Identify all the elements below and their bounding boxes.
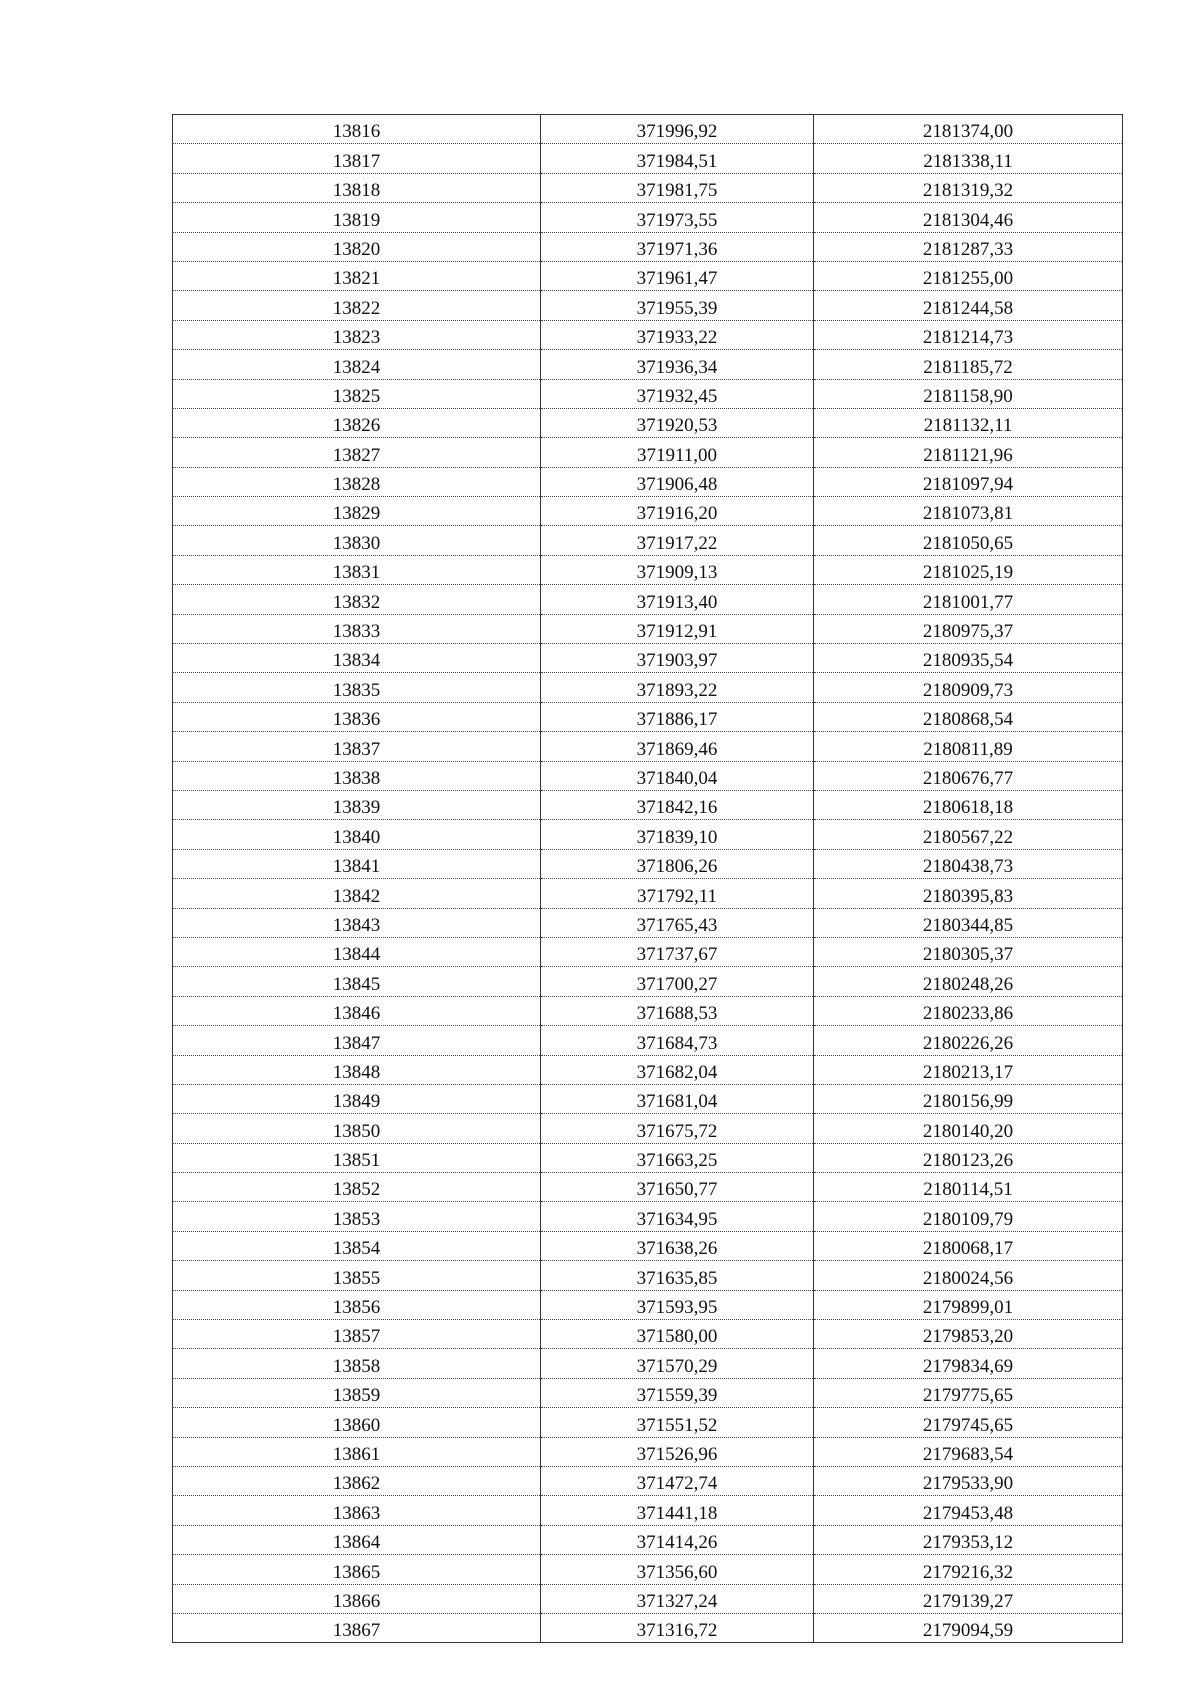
y-coordinate-cell: 2181121,96 (814, 438, 1123, 467)
x-coordinate-cell: 371650,77 (541, 1173, 814, 1202)
x-coordinate-cell: 371472,74 (541, 1466, 814, 1495)
point-number-cell: 13829 (173, 497, 541, 526)
x-coordinate-cell: 371765,43 (541, 908, 814, 937)
y-coordinate-cell: 2181073,81 (814, 497, 1123, 526)
x-coordinate-cell: 371973,55 (541, 203, 814, 232)
table-row (173, 115, 1123, 144)
x-coordinate-cell: 371792,11 (541, 879, 814, 908)
table-row (173, 350, 1123, 379)
table-row (173, 1320, 1123, 1349)
y-coordinate-cell: 2180935,54 (814, 644, 1123, 673)
y-coordinate-cell: 2179533,90 (814, 1466, 1123, 1495)
table-row (173, 1261, 1123, 1290)
point-number-cell: 13819 (173, 203, 541, 232)
y-coordinate-cell: 2180438,73 (814, 849, 1123, 878)
point-number-cell: 13838 (173, 761, 541, 790)
table-row (173, 820, 1123, 849)
table-row (173, 1378, 1123, 1407)
point-number-cell: 13830 (173, 526, 541, 555)
table-row (173, 1466, 1123, 1495)
y-coordinate-cell: 2181185,72 (814, 350, 1123, 379)
point-number-cell: 13852 (173, 1173, 541, 1202)
table-row (173, 173, 1123, 202)
y-coordinate-cell: 2181319,32 (814, 173, 1123, 202)
y-coordinate-cell: 2180975,37 (814, 614, 1123, 643)
y-coordinate-cell: 2180676,77 (814, 761, 1123, 790)
y-coordinate-cell: 2181374,00 (814, 115, 1123, 144)
x-coordinate-cell: 371737,67 (541, 937, 814, 966)
coordinates-table-body (173, 115, 1123, 1643)
y-coordinate-cell: 2179853,20 (814, 1320, 1123, 1349)
x-coordinate-cell: 371356,60 (541, 1555, 814, 1584)
point-number-cell: 13824 (173, 350, 541, 379)
point-number-cell: 13831 (173, 555, 541, 584)
y-coordinate-cell: 2181097,94 (814, 467, 1123, 496)
point-number-cell: 13865 (173, 1555, 541, 1584)
table-row (173, 908, 1123, 937)
table-row (173, 555, 1123, 584)
point-number-cell: 13826 (173, 408, 541, 437)
x-coordinate-cell: 371981,75 (541, 173, 814, 202)
x-coordinate-cell: 371580,00 (541, 1320, 814, 1349)
x-coordinate-cell: 371916,20 (541, 497, 814, 526)
y-coordinate-cell: 2181214,73 (814, 320, 1123, 349)
point-number-cell: 13816 (173, 115, 541, 144)
point-number-cell: 13836 (173, 702, 541, 731)
table-row (173, 1026, 1123, 1055)
x-coordinate-cell: 371839,10 (541, 820, 814, 849)
x-coordinate-cell: 371971,36 (541, 232, 814, 261)
x-coordinate-cell: 371551,52 (541, 1408, 814, 1437)
table-row (173, 379, 1123, 408)
point-number-cell: 13851 (173, 1143, 541, 1172)
x-coordinate-cell: 371638,26 (541, 1231, 814, 1260)
x-coordinate-cell: 371675,72 (541, 1114, 814, 1143)
x-coordinate-cell: 371955,39 (541, 291, 814, 320)
point-number-cell: 13860 (173, 1408, 541, 1437)
x-coordinate-cell: 371634,95 (541, 1202, 814, 1231)
point-number-cell: 13866 (173, 1584, 541, 1613)
point-number-cell: 13832 (173, 585, 541, 614)
table-row (173, 1555, 1123, 1584)
point-number-cell: 13844 (173, 937, 541, 966)
point-number-cell: 13867 (173, 1613, 541, 1642)
y-coordinate-cell: 2179834,69 (814, 1349, 1123, 1378)
x-coordinate-cell: 371559,39 (541, 1378, 814, 1407)
x-coordinate-cell: 371414,26 (541, 1525, 814, 1554)
x-coordinate-cell: 371441,18 (541, 1496, 814, 1525)
point-number-cell: 13862 (173, 1466, 541, 1495)
x-coordinate-cell: 371842,16 (541, 790, 814, 819)
point-number-cell: 13843 (173, 908, 541, 937)
point-number-cell: 13848 (173, 1055, 541, 1084)
table-row (173, 203, 1123, 232)
x-coordinate-cell: 371316,72 (541, 1613, 814, 1642)
table-row (173, 1496, 1123, 1525)
table-row (173, 232, 1123, 261)
point-number-cell: 13853 (173, 1202, 541, 1231)
point-number-cell: 13854 (173, 1231, 541, 1260)
table-row (173, 849, 1123, 878)
y-coordinate-cell: 2181158,90 (814, 379, 1123, 408)
coordinates-table (172, 114, 1123, 1643)
point-number-cell: 13859 (173, 1378, 541, 1407)
x-coordinate-cell: 371840,04 (541, 761, 814, 790)
point-number-cell: 13821 (173, 261, 541, 290)
x-coordinate-cell: 371681,04 (541, 1084, 814, 1113)
table-row (173, 1437, 1123, 1466)
point-number-cell: 13845 (173, 967, 541, 996)
point-number-cell: 13823 (173, 320, 541, 349)
y-coordinate-cell: 2181255,00 (814, 261, 1123, 290)
x-coordinate-cell: 371688,53 (541, 996, 814, 1025)
y-coordinate-cell: 2181050,65 (814, 526, 1123, 555)
point-number-cell: 13855 (173, 1261, 541, 1290)
point-number-cell: 13856 (173, 1290, 541, 1319)
x-coordinate-cell: 371682,04 (541, 1055, 814, 1084)
y-coordinate-cell: 2181001,77 (814, 585, 1123, 614)
y-coordinate-cell: 2179683,54 (814, 1437, 1123, 1466)
table-row (173, 291, 1123, 320)
table-row (173, 967, 1123, 996)
point-number-cell: 13818 (173, 173, 541, 202)
table-row (173, 996, 1123, 1025)
point-number-cell: 13857 (173, 1320, 541, 1349)
y-coordinate-cell: 2179353,12 (814, 1525, 1123, 1554)
y-coordinate-cell: 2180024,56 (814, 1261, 1123, 1290)
x-coordinate-cell: 371869,46 (541, 732, 814, 761)
x-coordinate-cell: 371912,91 (541, 614, 814, 643)
table-row (173, 732, 1123, 761)
point-number-cell: 13842 (173, 879, 541, 908)
point-number-cell: 13825 (173, 379, 541, 408)
table-row (173, 761, 1123, 790)
table-row (173, 467, 1123, 496)
table-row (173, 526, 1123, 555)
x-coordinate-cell: 371996,92 (541, 115, 814, 144)
y-coordinate-cell: 2179216,32 (814, 1555, 1123, 1584)
point-number-cell: 13835 (173, 673, 541, 702)
point-number-cell: 13849 (173, 1084, 541, 1113)
y-coordinate-cell: 2181304,46 (814, 203, 1123, 232)
table-row (173, 1408, 1123, 1437)
x-coordinate-cell: 371635,85 (541, 1261, 814, 1290)
table-row (173, 1055, 1123, 1084)
point-number-cell: 13837 (173, 732, 541, 761)
x-coordinate-cell: 371526,96 (541, 1437, 814, 1466)
table-row (173, 702, 1123, 731)
y-coordinate-cell: 2180068,17 (814, 1231, 1123, 1260)
point-number-cell: 13834 (173, 644, 541, 673)
point-number-cell: 13840 (173, 820, 541, 849)
y-coordinate-cell: 2179453,48 (814, 1496, 1123, 1525)
y-coordinate-cell: 2179899,01 (814, 1290, 1123, 1319)
y-coordinate-cell: 2181287,33 (814, 232, 1123, 261)
y-coordinate-cell: 2180213,17 (814, 1055, 1123, 1084)
table-row (173, 144, 1123, 173)
table-row (173, 1290, 1123, 1319)
table-row (173, 1143, 1123, 1172)
y-coordinate-cell: 2180114,51 (814, 1173, 1123, 1202)
table-row (173, 408, 1123, 437)
y-coordinate-cell: 2180305,37 (814, 937, 1123, 966)
point-number-cell: 13861 (173, 1437, 541, 1466)
table-row (173, 644, 1123, 673)
x-coordinate-cell: 371327,24 (541, 1584, 814, 1613)
table-row (173, 497, 1123, 526)
y-coordinate-cell: 2180811,89 (814, 732, 1123, 761)
y-coordinate-cell: 2179139,27 (814, 1584, 1123, 1613)
y-coordinate-cell: 2181132,11 (814, 408, 1123, 437)
table-row (173, 1231, 1123, 1260)
table-row (173, 1349, 1123, 1378)
y-coordinate-cell: 2181025,19 (814, 555, 1123, 584)
y-coordinate-cell: 2179775,65 (814, 1378, 1123, 1407)
x-coordinate-cell: 371684,73 (541, 1026, 814, 1055)
y-coordinate-cell: 2180226,26 (814, 1026, 1123, 1055)
y-coordinate-cell: 2180233,86 (814, 996, 1123, 1025)
table-row (173, 1202, 1123, 1231)
point-number-cell: 13820 (173, 232, 541, 261)
point-number-cell: 13827 (173, 438, 541, 467)
y-coordinate-cell: 2180618,18 (814, 790, 1123, 819)
table-row (173, 614, 1123, 643)
y-coordinate-cell: 2181338,11 (814, 144, 1123, 173)
point-number-cell: 13850 (173, 1114, 541, 1143)
table-row (173, 438, 1123, 467)
point-number-cell: 13864 (173, 1525, 541, 1554)
x-coordinate-cell: 371933,22 (541, 320, 814, 349)
y-coordinate-cell: 2180868,54 (814, 702, 1123, 731)
x-coordinate-cell: 371936,34 (541, 350, 814, 379)
x-coordinate-cell: 371700,27 (541, 967, 814, 996)
y-coordinate-cell: 2180123,26 (814, 1143, 1123, 1172)
x-coordinate-cell: 371917,22 (541, 526, 814, 555)
x-coordinate-cell: 371911,00 (541, 438, 814, 467)
point-number-cell: 13833 (173, 614, 541, 643)
point-number-cell: 13839 (173, 790, 541, 819)
x-coordinate-cell: 371663,25 (541, 1143, 814, 1172)
table-row (173, 1084, 1123, 1113)
table-row (173, 673, 1123, 702)
table-row (173, 1173, 1123, 1202)
y-coordinate-cell: 2180109,79 (814, 1202, 1123, 1231)
point-number-cell: 13847 (173, 1026, 541, 1055)
x-coordinate-cell: 371984,51 (541, 144, 814, 173)
y-coordinate-cell: 2179094,59 (814, 1613, 1123, 1642)
x-coordinate-cell: 371806,26 (541, 849, 814, 878)
point-number-cell: 13817 (173, 144, 541, 173)
y-coordinate-cell: 2180395,83 (814, 879, 1123, 908)
y-coordinate-cell: 2180140,20 (814, 1114, 1123, 1143)
y-coordinate-cell: 2180909,73 (814, 673, 1123, 702)
table-row (173, 879, 1123, 908)
y-coordinate-cell: 2180567,22 (814, 820, 1123, 849)
x-coordinate-cell: 371906,48 (541, 467, 814, 496)
table-row (173, 1114, 1123, 1143)
x-coordinate-cell: 371909,13 (541, 555, 814, 584)
table-row (173, 261, 1123, 290)
x-coordinate-cell: 371570,29 (541, 1349, 814, 1378)
point-number-cell: 13846 (173, 996, 541, 1025)
table-row (173, 1613, 1123, 1642)
x-coordinate-cell: 371913,40 (541, 585, 814, 614)
point-number-cell: 13863 (173, 1496, 541, 1525)
point-number-cell: 13822 (173, 291, 541, 320)
x-coordinate-cell: 371593,95 (541, 1290, 814, 1319)
y-coordinate-cell: 2180344,85 (814, 908, 1123, 937)
y-coordinate-cell: 2180248,26 (814, 967, 1123, 996)
x-coordinate-cell: 371903,97 (541, 644, 814, 673)
y-coordinate-cell: 2180156,99 (814, 1084, 1123, 1113)
point-number-cell: 13858 (173, 1349, 541, 1378)
x-coordinate-cell: 371920,53 (541, 408, 814, 437)
y-coordinate-cell: 2181244,58 (814, 291, 1123, 320)
table-row (173, 937, 1123, 966)
table-row (173, 585, 1123, 614)
table-row (173, 1525, 1123, 1554)
table-row (173, 320, 1123, 349)
table-row (173, 790, 1123, 819)
x-coordinate-cell: 371932,45 (541, 379, 814, 408)
x-coordinate-cell: 371961,47 (541, 261, 814, 290)
x-coordinate-cell: 371886,17 (541, 702, 814, 731)
x-coordinate-cell: 371893,22 (541, 673, 814, 702)
point-number-cell: 13828 (173, 467, 541, 496)
table-row (173, 1584, 1123, 1613)
point-number-cell: 13841 (173, 849, 541, 878)
y-coordinate-cell: 2179745,65 (814, 1408, 1123, 1437)
